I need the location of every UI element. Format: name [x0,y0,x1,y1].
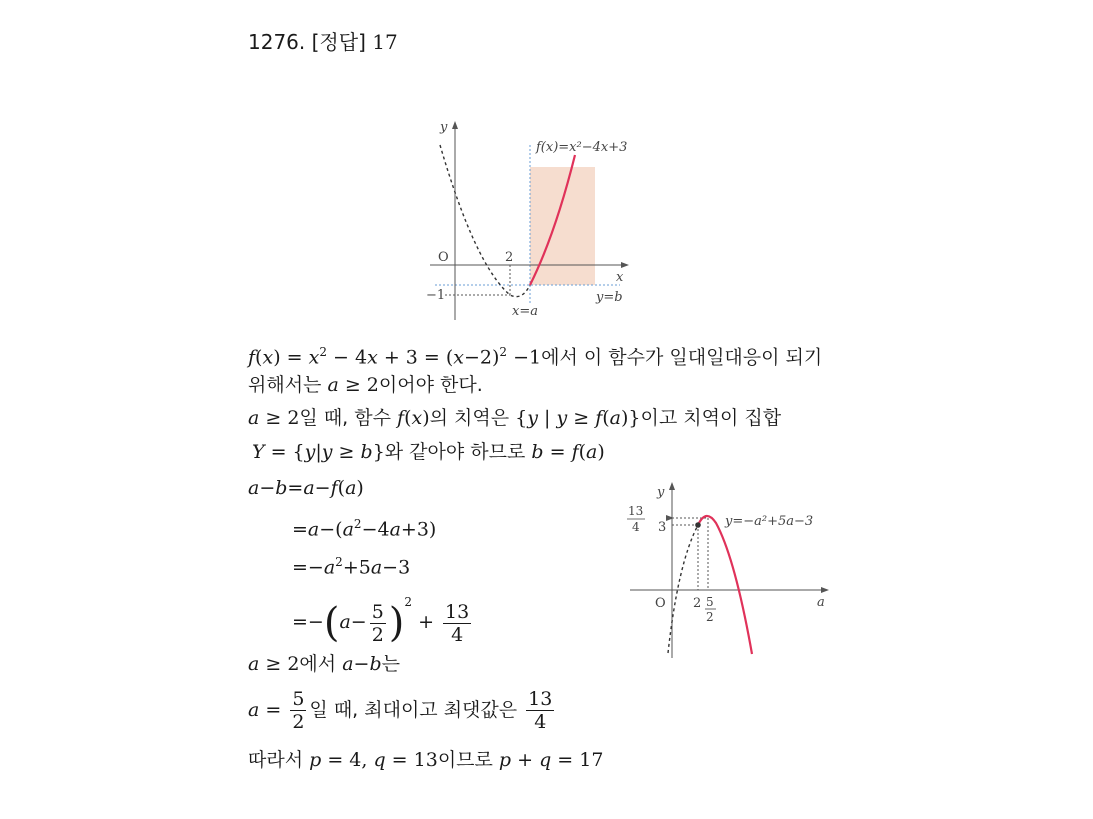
x-axis-label: x [616,270,624,285]
line-6: $=a-(a^2-4a+3)$ [292,517,437,541]
line-9-suffix: 에서 [299,653,337,675]
line-3-mid1: 일 때, 함수 [299,407,391,429]
tick-2-label: 2 [693,596,702,611]
line-8: =−(a− $\frac{5}{2}$ )$^2$ + $\frac{13}{4}$ [292,595,470,646]
problem-number: 1276. [248,30,306,54]
answer-value: 17 [372,30,398,54]
x-axis-arrow [821,587,829,593]
line-10: a = $\frac{5}{2}$ 일 때, 최대이고 최댓값은 $\frac{13}{4}$ [248,688,553,733]
line-3: a ≥ 2일 때, 함수 f(x)의 치역은 {y | y ≥ f(a)}이고 치역이 집합 [248,407,782,429]
line-1: $f(x) = x^2 - 4x + 3 = (x-2)^2 -1$에서 이 함수가 일대일대응이 되기 [248,345,823,369]
tick-2-label: 2 [505,250,514,265]
graph-parabola [420,115,680,330]
origin-label: O [438,250,449,265]
line-11-prefix: 따라서 [248,749,304,771]
line-2-prefix: 위해서는 [248,374,322,396]
range-shaded-region [530,167,595,285]
tick-13-label: 13 [628,504,644,518]
line-5: a−b=a−f(a) [248,477,364,499]
frac-5: 5 [371,600,384,623]
origin-label: O [655,596,666,611]
line-3-mid2: 의 치역은 [429,407,510,429]
y-axis-label: y [440,120,448,135]
line-9: a ≥ 2에서 a−b는 [248,653,400,675]
frac-a-5: 5 [292,688,305,710]
tick-13-4-den-label: 4 [632,520,640,534]
x-axis-arrow [621,262,629,268]
frac-max-4: 4 [534,711,547,733]
line-2: 위해서는 a ≥ 2이어야 한다. [248,374,483,396]
y-axis-arrow [452,121,458,129]
tick-5-label: 5 [706,595,714,609]
frac-4: 4 [451,623,464,646]
tick-5-2-den-label: 2 [706,610,714,624]
line-4-mid: 와 같아야 하므로 [384,441,526,463]
frac-2: 2 [371,623,384,646]
problem-header [248,26,398,55]
tick-minus1-label: −1 [426,288,446,303]
line-2-suffix: 이어야 한다. [378,374,483,396]
curve-red-part [698,516,752,654]
level-13-4-arrow [666,515,674,521]
frac-13: 13 [445,600,470,623]
line-3-suffix: 이고 치역이 집합 [640,407,782,429]
line-7: $=-a^2+5a-3$ [292,555,411,579]
parabola-dashed-part [440,145,530,297]
x-equals-a-label: x=a [512,304,538,319]
answer-label: [정답] [311,30,366,54]
function-label: f(x)=x²−4x+3 [536,140,628,155]
point-a-2 [695,522,701,528]
y-axis-label: y [657,485,665,500]
graph-quadratic-a [620,478,850,663]
a-axis-label: a [817,595,825,610]
frac-max-13: 13 [528,688,553,710]
line-10-mid: 일 때, 최대이고 최댓값은 [309,699,518,721]
y-equals-b-label: y=b [596,290,623,305]
frac-a-2: 2 [292,711,305,733]
tick-3-label: 3 [658,520,667,535]
line-4: Y = {y|y ≥ b}와 같아야 하므로 b = f(a) [252,441,605,463]
y-axis-arrow [669,482,675,490]
function-label: y=−a²+5a−3 [725,514,814,529]
line-9-end: 는 [381,653,400,675]
line-11: 따라서 p = 4, q = 13이므로 p + q = 17 [248,749,604,771]
line-1-text: 에서 이 함수가 일대일대응이 되기 [541,346,823,369]
line-11-mid: 이므로 [437,749,493,771]
